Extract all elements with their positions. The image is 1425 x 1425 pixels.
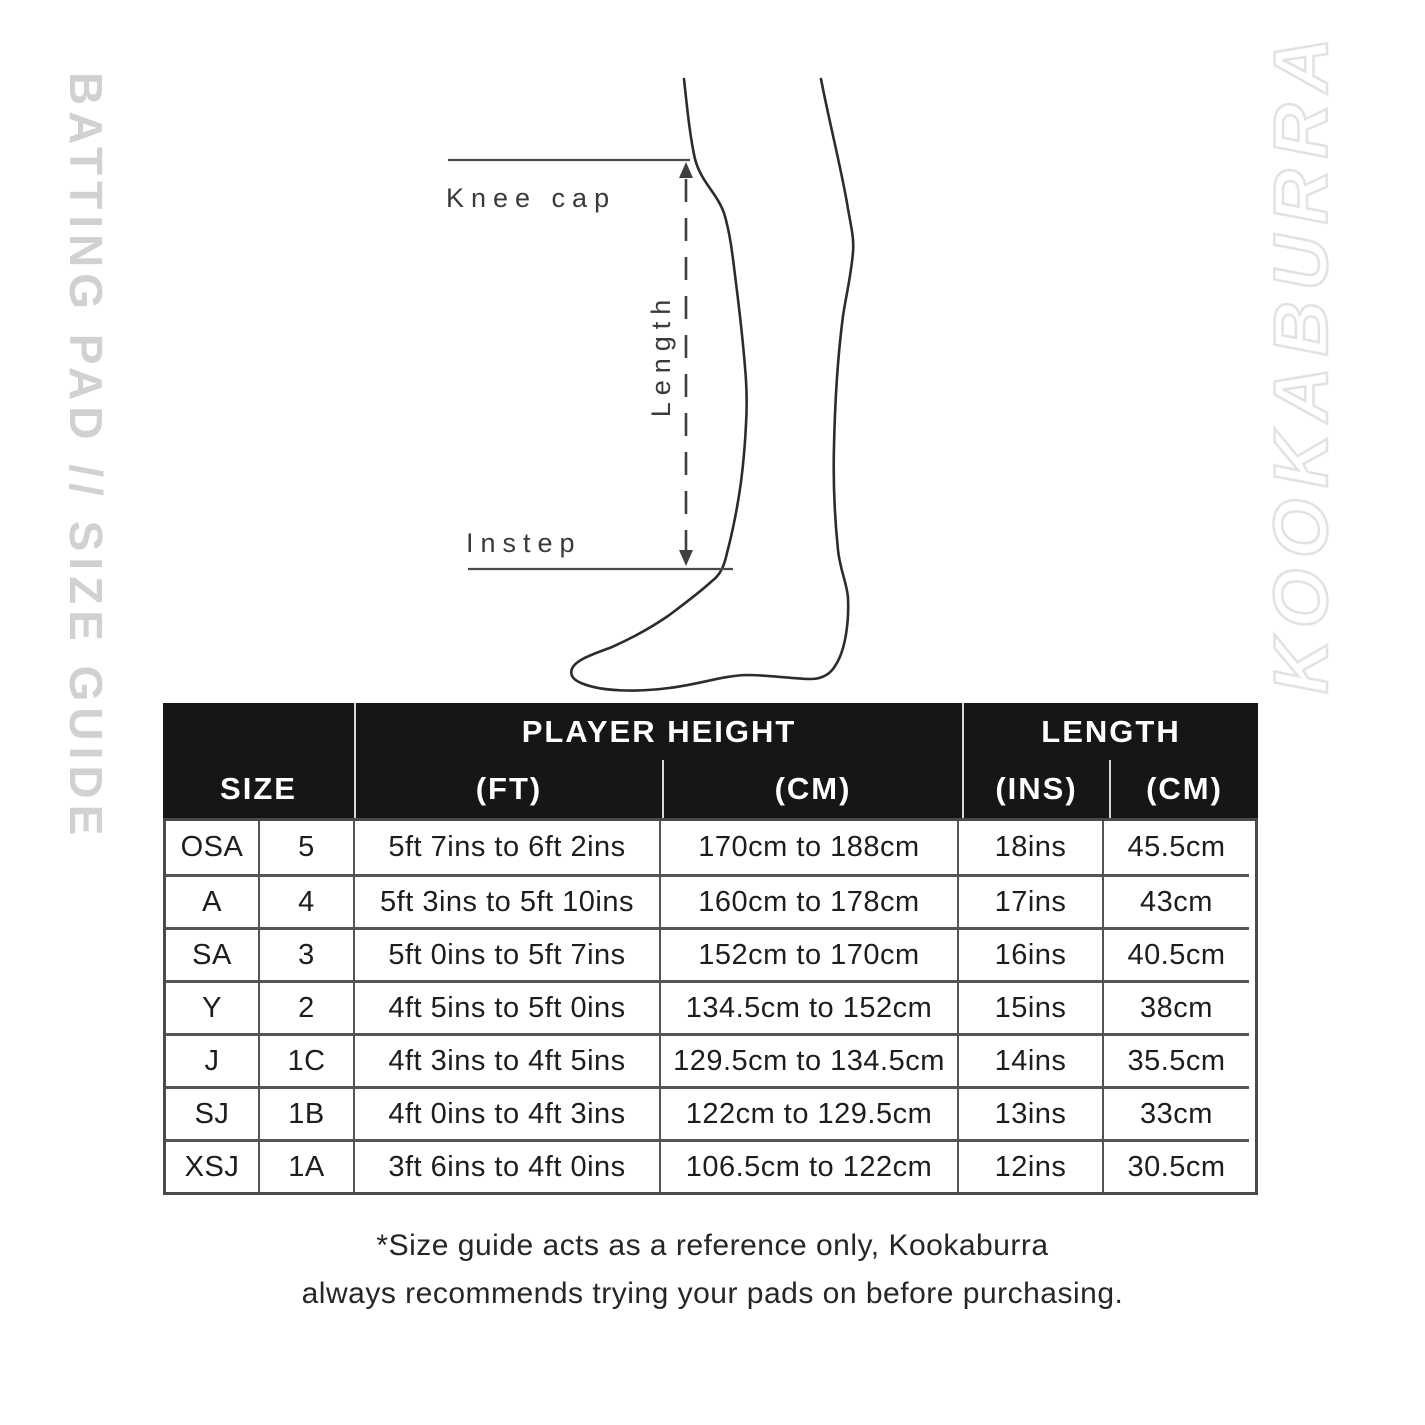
header-length: LENGTH — [962, 703, 1258, 760]
size-guide-footnote — [0, 1222, 1425, 1318]
kookaburra-brand-watermark: KOOKABURRA — [1259, 26, 1344, 694]
cell-height-ft: 3ft 6ins to 4ft 0ins — [353, 1139, 659, 1192]
cell-length-ins: 16ins — [957, 927, 1102, 980]
length-label: Length — [646, 292, 676, 418]
cell-size-code: SA — [166, 927, 258, 980]
leg-outline-front — [571, 79, 835, 691]
cell-length-cm: 35.5cm — [1102, 1033, 1249, 1086]
cell-height-cm: 129.5cm to 134.5cm — [659, 1033, 957, 1086]
cell-length-cm: 45.5cm — [1102, 821, 1249, 874]
footnote-line-2: always recommends trying your pads on before purchasing. — [301, 1277, 1124, 1310]
cell-size-num: 1B — [258, 1086, 353, 1139]
cell-height-ft: 5ft 7ins to 6ft 2ins — [353, 821, 659, 874]
cell-length-ins: 13ins — [957, 1086, 1102, 1139]
cell-size-code: J — [166, 1033, 258, 1086]
cell-size-num: 2 — [258, 980, 353, 1033]
cell-length-ins: 12ins — [957, 1139, 1102, 1192]
cell-height-cm: 134.5cm to 152cm — [659, 980, 957, 1033]
cell-height-ft: 4ft 0ins to 4ft 3ins — [353, 1086, 659, 1139]
cell-height-ft: 4ft 5ins to 5ft 0ins — [353, 980, 659, 1033]
header-player-height: PLAYER HEIGHT — [354, 703, 962, 760]
cell-length-cm: 43cm — [1102, 874, 1249, 927]
footnote-line-1: *Size guide acts as a reference only, Kookaburra — [376, 1229, 1049, 1262]
cell-size-code: XSJ — [166, 1139, 258, 1192]
left-watermark-text: BATTING PAD // SIZE GUIDE — [60, 72, 112, 842]
cell-size-code: A — [166, 874, 258, 927]
cell-height-cm: 152cm to 170cm — [659, 927, 957, 980]
cell-size-num: 5 — [258, 821, 353, 874]
size-table — [163, 703, 1258, 1195]
leg-diagram-svg — [400, 55, 1020, 715]
cell-height-cm: 170cm to 188cm — [659, 821, 957, 874]
arrow-up-icon — [679, 162, 693, 178]
header-unit-height-cm: (CM) — [662, 760, 962, 818]
cell-length-ins: 14ins — [957, 1033, 1102, 1086]
cell-size-num: 4 — [258, 874, 353, 927]
cell-length-cm: 40.5cm — [1102, 927, 1249, 980]
cell-size-code: SJ — [166, 1086, 258, 1139]
cell-length-ins: 18ins — [957, 821, 1102, 874]
leg-outline-back — [821, 79, 853, 666]
cell-length-cm: 33cm — [1102, 1086, 1249, 1139]
cell-height-cm: 160cm to 178cm — [659, 874, 957, 927]
cell-size-num: 1A — [258, 1139, 353, 1192]
header-unit-ft: (FT) — [354, 760, 662, 818]
cell-height-cm: 106.5cm to 122cm — [659, 1139, 957, 1192]
header-unit-ins: (INS) — [962, 760, 1109, 818]
cell-size-num: 3 — [258, 927, 353, 980]
cell-length-ins: 15ins — [957, 980, 1102, 1033]
size-table-header — [163, 703, 1258, 818]
size-table-body — [163, 818, 1258, 1195]
knee-cap-label: Knee cap — [446, 183, 617, 213]
instep-label: Instep — [466, 528, 582, 558]
cell-size-code: Y — [166, 980, 258, 1033]
cell-length-ins: 17ins — [957, 874, 1102, 927]
arrow-down-icon — [679, 550, 693, 566]
leg-measurement-diagram — [400, 55, 1020, 715]
header-size: SIZE — [220, 771, 297, 806]
cell-size-code: OSA — [166, 821, 258, 874]
cell-height-ft: 4ft 3ins to 4ft 5ins — [353, 1033, 659, 1086]
cell-height-ft: 5ft 0ins to 5ft 7ins — [353, 927, 659, 980]
cell-height-ft: 5ft 3ins to 5ft 10ins — [353, 874, 659, 927]
cell-height-cm: 122cm to 129.5cm — [659, 1086, 957, 1139]
cell-size-num: 1C — [258, 1033, 353, 1086]
cell-length-cm: 30.5cm — [1102, 1139, 1249, 1192]
header-unit-length-cm: (CM) — [1109, 760, 1258, 818]
cell-length-cm: 38cm — [1102, 980, 1249, 1033]
